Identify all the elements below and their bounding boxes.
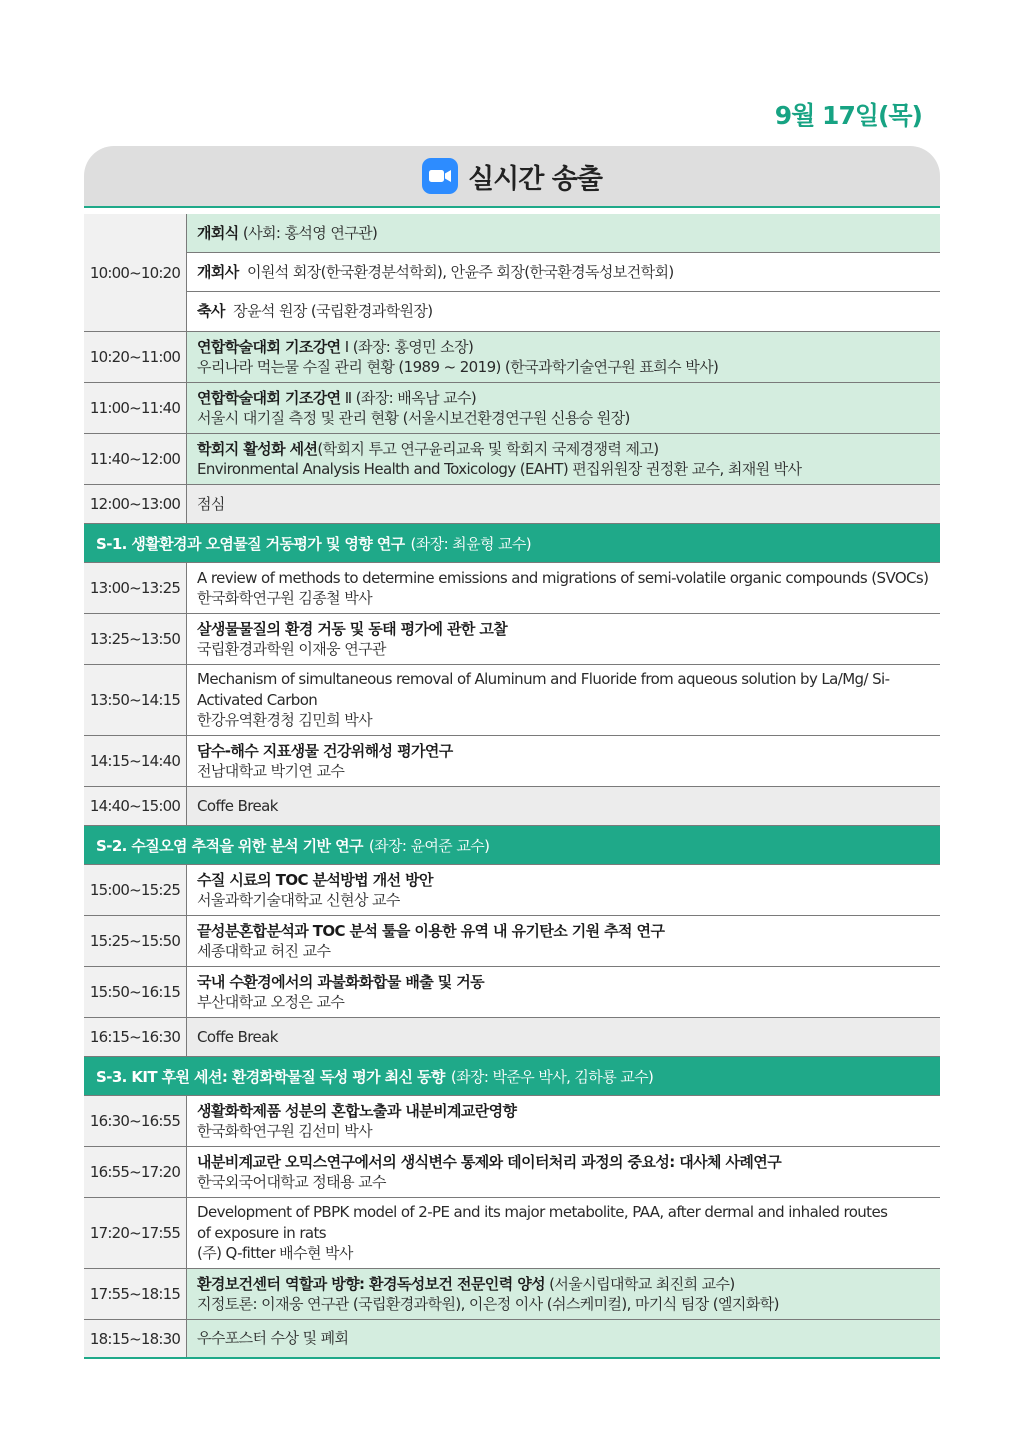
talk-content: 내분비계교란 오믹스연구에서의 생식변수 통제와 데이터처리 과정의 중요성: 대사체 사례연구 한국외국어대학교 정태용 교수 — [187, 1147, 940, 1197]
talk-content: 생활화학제품 성분의 혼합노출과 내분비계교란영향 한국화학연구원 김선미 박사 — [187, 1096, 940, 1146]
opening-row — [84, 214, 940, 332]
opening-item: 개회사 이원석 회장(한국환경분석학회), 안윤주 회장(한국환경독성보건학회) — [187, 253, 940, 292]
talk-content: 수질 시료의 TOC 분석방법 개선 방안 서울과학기술대학교 신현상 교수 — [187, 865, 940, 915]
panel-content: 환경보건센터 역할과 방향: 환경독성보건 전문인력 양성 (서울시립대학교 최진희 교수) 지정토론: 이재웅 연구관 (국립환경과학원), 이은정 이사 (쉬스케미컬), 마기식 팀장 (엘지화학) — [187, 1269, 940, 1319]
time-cell: 11:40~12:00 — [84, 434, 187, 484]
time-cell: 15:50~16:15 — [84, 967, 187, 1017]
time-cell: 16:15~16:30 — [84, 1018, 187, 1056]
time-cell: 13:25~13:50 — [84, 614, 187, 664]
plenary-content: 연합학술대회 기조강연 Ⅰ (좌장: 홍영민 소장) 우리나라 먹는물 수질 관리 현황 (1989 ~ 2019) (한국과학기술연구원 표희수 박사) — [187, 332, 940, 382]
break-row — [84, 787, 940, 826]
session-header-s3: S-3. KIT 후원 세션: 환경화학물질 독성 평가 최신 동향 (좌장: 박준우 박사, 김하룡 교수) — [84, 1057, 940, 1096]
plenary-content: 학회지 활성화 세션(학회지 투고 연구윤리교육 및 학회지 국제경쟁력 제고) Environmental Analysis Health and Toxicology (EAHT) 편집위원장 권정환 교수, 최재원 박사 — [187, 434, 940, 484]
talk-row — [84, 865, 940, 916]
talk-row — [84, 665, 940, 736]
talk-content: Development of PBPK model of 2-PE and its major metabolite, PAA, after dermal and inhaled routes of exposure in rats (주) Q-fitter 배수현 박사 — [187, 1198, 940, 1268]
plenary-row — [84, 383, 940, 434]
opening-item: 축사 장윤석 원장 (국립환경과학원장) — [187, 292, 940, 331]
break-row — [84, 1018, 940, 1057]
talk-row — [84, 1147, 940, 1198]
talk-content: Mechanism of simultaneous removal of Aluminum and Fluoride from aqueous solution by La/Mg/ Si-Activated Carbon 한강유역환경청 김민희 박사 — [187, 665, 940, 735]
time-cell: 16:30~16:55 — [84, 1096, 187, 1146]
talk-row — [84, 1198, 940, 1269]
time-cell: 14:40~15:00 — [84, 787, 187, 825]
time-cell: 15:25~15:50 — [84, 916, 187, 966]
talk-row — [84, 614, 940, 665]
talk-row — [84, 736, 940, 787]
break-text: Coffe Break — [187, 787, 940, 825]
time-cell: 12:00~13:00 — [84, 485, 187, 523]
time-cell: 13:50~14:15 — [84, 665, 187, 735]
plenary-content: 연합학술대회 기조강연 Ⅱ (좌장: 배옥남 교수) 서울시 대기질 측정 및 관리 현황 (서울시보건환경연구원 신용승 원장) — [187, 383, 940, 433]
time-cell: 16:55~17:20 — [84, 1147, 187, 1197]
time-cell: 10:00~10:20 — [84, 214, 187, 331]
break-text: Coffe Break — [187, 1018, 940, 1056]
time-cell: 15:00~15:25 — [84, 865, 187, 915]
live-stream-banner — [84, 146, 940, 208]
time-cell: 17:20~17:55 — [84, 1198, 187, 1268]
talk-row — [84, 1096, 940, 1147]
video-camera-icon — [422, 158, 458, 194]
talk-content: 담수-해수 지표생물 건강위해성 평가연구 전남대학교 박기연 교수 — [187, 736, 940, 786]
banner-title: 실시간 송출 — [468, 163, 602, 195]
time-cell: 13:00~13:25 — [84, 563, 187, 613]
schedule-date: 9월 17일(목) — [774, 101, 922, 130]
session-header-s2: S-2. 수질오염 추적을 위한 분석 기반 연구 (좌장: 윤여준 교수) — [84, 826, 940, 865]
time-cell: 14:15~14:40 — [84, 736, 187, 786]
talk-row — [84, 967, 940, 1018]
talk-row — [84, 563, 940, 614]
talk-content: 끝성분혼합분석과 TOC 분석 툴을 이용한 유역 내 유기탄소 기원 추적 연구 세종대학교 허진 교수 — [187, 916, 940, 966]
closing-row — [84, 1320, 940, 1359]
plenary-row — [84, 434, 940, 485]
talk-content: 국내 수환경에서의 과불화화합물 배출 및 거동 부산대학교 오정은 교수 — [187, 967, 940, 1017]
opening-item: 개회식 (사회: 홍석영 연구관) — [187, 214, 940, 253]
time-cell: 17:55~18:15 — [84, 1269, 187, 1319]
session-header-s1: S-1. 생활환경과 오염물질 거동평가 및 영향 연구 (좌장: 최윤형 교수) — [84, 524, 940, 563]
time-cell: 11:00~11:40 — [84, 383, 187, 433]
plenary-row — [84, 332, 940, 383]
closing-text: 우수포스터 수상 및 폐회 — [187, 1320, 940, 1357]
time-cell: 18:15~18:30 — [84, 1320, 187, 1357]
panel-row — [84, 1269, 940, 1320]
lunch-row — [84, 485, 940, 524]
program-schedule — [84, 214, 940, 1359]
talk-row — [84, 916, 940, 967]
lunch-text: 점심 — [187, 485, 940, 523]
talk-content: A review of methods to determine emissions and migrations of semi-volatile organic compounds (SVOCs) 한국화학연구원 김종철 박사 — [187, 563, 940, 613]
time-cell: 10:20~11:00 — [84, 332, 187, 382]
talk-content: 살생물물질의 환경 거동 및 동태 평가에 관한 고찰 국립환경과학원 이재웅 연구관 — [187, 614, 940, 664]
